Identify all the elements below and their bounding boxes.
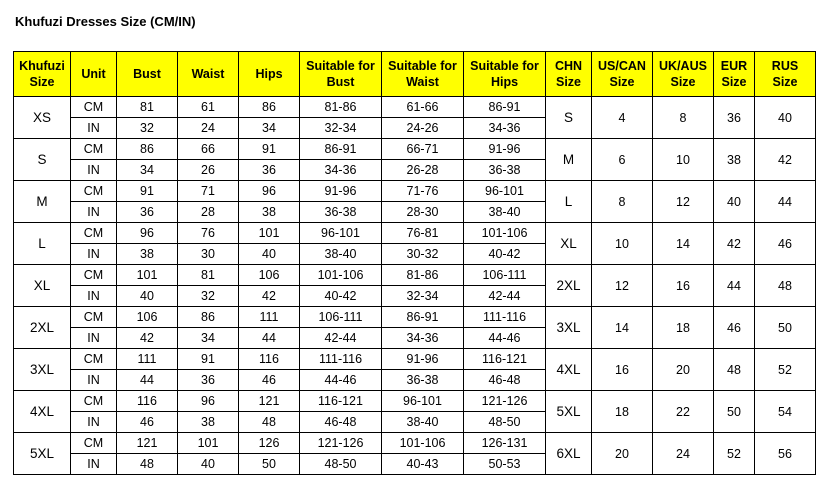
header-text: Size xyxy=(29,75,55,89)
unit-cell: CM xyxy=(71,223,117,244)
header-text: Suitable for xyxy=(388,59,457,73)
suitable-waist-cell: 38-40 xyxy=(382,412,464,433)
header-text: US/CAN xyxy=(598,59,646,73)
us-can-size-cell: 14 xyxy=(592,307,653,349)
suitable-waist-cell: 30-32 xyxy=(382,244,464,265)
bust-cell: 86 xyxy=(117,139,178,160)
chn-size-cell: 3XL xyxy=(546,307,592,349)
us-can-size-cell: 20 xyxy=(592,433,653,475)
us-can-size-cell: 12 xyxy=(592,265,653,307)
header-text: Hips xyxy=(490,75,519,89)
khufuzi-size-cell: L xyxy=(14,223,71,265)
eur-size-cell: 46 xyxy=(714,307,755,349)
header-rus-size xyxy=(755,52,816,97)
rus-size-cell: 44 xyxy=(755,181,816,223)
bust-cell: 111 xyxy=(117,349,178,370)
unit-cell: CM xyxy=(71,181,117,202)
suitable-waist-cell: 36-38 xyxy=(382,370,464,391)
us-can-size-cell: 16 xyxy=(592,349,653,391)
hips-cell: 111 xyxy=(239,307,300,328)
rus-size-cell: 50 xyxy=(755,307,816,349)
unit-cell: IN xyxy=(71,202,117,223)
table-row xyxy=(14,97,816,118)
header-bust xyxy=(117,52,178,97)
chn-size-cell: 5XL xyxy=(546,391,592,433)
eur-size-cell: 38 xyxy=(714,139,755,181)
suitable-bust-cell: 36-38 xyxy=(300,202,382,223)
bust-cell: 91 xyxy=(117,181,178,202)
hips-cell: 36 xyxy=(239,160,300,181)
unit-cell: IN xyxy=(71,412,117,433)
uk-aus-size-cell: 22 xyxy=(653,391,714,433)
unit-cell: CM xyxy=(71,433,117,454)
suitable-bust-cell: 38-40 xyxy=(300,244,382,265)
header-eur-size xyxy=(714,52,755,97)
bust-cell: 121 xyxy=(117,433,178,454)
header-unit xyxy=(71,52,117,97)
suitable-bust-cell: 96-101 xyxy=(300,223,382,244)
header-text: UK/AUS xyxy=(659,59,707,73)
bust-cell: 42 xyxy=(117,328,178,349)
header-text: Size xyxy=(772,75,798,89)
size-chart-body xyxy=(14,52,816,475)
header-text: Waist xyxy=(191,67,225,81)
header-text: CHN xyxy=(554,59,583,73)
suitable-hips-cell: 48-50 xyxy=(464,412,546,433)
suitable-hips-cell: 42-44 xyxy=(464,286,546,307)
unit-cell: CM xyxy=(71,265,117,286)
suitable-hips-cell: 121-126 xyxy=(464,391,546,412)
table-row xyxy=(14,349,816,370)
bust-cell: 48 xyxy=(117,454,178,475)
suitable-hips-cell: 44-46 xyxy=(464,328,546,349)
suitable-waist-cell: 86-91 xyxy=(382,307,464,328)
waist-cell: 76 xyxy=(178,223,239,244)
suitable-bust-cell: 101-106 xyxy=(300,265,382,286)
waist-cell: 28 xyxy=(178,202,239,223)
waist-cell: 32 xyxy=(178,286,239,307)
suitable-bust-cell: 32-34 xyxy=(300,118,382,139)
unit-cell: CM xyxy=(71,307,117,328)
header-text: Unit xyxy=(81,67,106,81)
suitable-bust-cell: 34-36 xyxy=(300,160,382,181)
header-uk-aus-size xyxy=(653,52,714,97)
suitable-bust-cell: 111-116 xyxy=(300,349,382,370)
header-text: Suitable for xyxy=(470,59,539,73)
suitable-hips-cell: 96-101 xyxy=(464,181,546,202)
size-chart-table xyxy=(13,51,816,475)
hips-cell: 106 xyxy=(239,265,300,286)
suitable-hips-cell: 50-53 xyxy=(464,454,546,475)
unit-cell: CM xyxy=(71,349,117,370)
bust-cell: 44 xyxy=(117,370,178,391)
waist-cell: 86 xyxy=(178,307,239,328)
header-suitable-waist xyxy=(382,52,464,97)
chn-size-cell: M xyxy=(546,139,592,181)
suitable-waist-cell: 91-96 xyxy=(382,349,464,370)
suitable-waist-cell: 61-66 xyxy=(382,97,464,118)
us-can-size-cell: 6 xyxy=(592,139,653,181)
suitable-hips-cell: 126-131 xyxy=(464,433,546,454)
suitable-waist-cell: 101-106 xyxy=(382,433,464,454)
bust-cell: 38 xyxy=(117,244,178,265)
eur-size-cell: 52 xyxy=(714,433,755,475)
chn-size-cell: 6XL xyxy=(546,433,592,475)
chn-size-cell: S xyxy=(546,97,592,139)
waist-cell: 40 xyxy=(178,454,239,475)
header-text: EUR xyxy=(720,59,748,73)
table-row xyxy=(14,391,816,412)
header-text: Size xyxy=(670,75,696,89)
waist-cell: 71 xyxy=(178,181,239,202)
rus-size-cell: 46 xyxy=(755,223,816,265)
suitable-waist-cell: 66-71 xyxy=(382,139,464,160)
suitable-waist-cell: 34-36 xyxy=(382,328,464,349)
khufuzi-size-cell: M xyxy=(14,181,71,223)
khufuzi-size-cell: S xyxy=(14,139,71,181)
uk-aus-size-cell: 16 xyxy=(653,265,714,307)
hips-cell: 116 xyxy=(239,349,300,370)
eur-size-cell: 44 xyxy=(714,265,755,307)
waist-cell: 101 xyxy=(178,433,239,454)
suitable-bust-cell: 91-96 xyxy=(300,181,382,202)
unit-cell: IN xyxy=(71,286,117,307)
hips-cell: 44 xyxy=(239,328,300,349)
waist-cell: 36 xyxy=(178,370,239,391)
rus-size-cell: 52 xyxy=(755,349,816,391)
hips-cell: 42 xyxy=(239,286,300,307)
table-row xyxy=(14,181,816,202)
eur-size-cell: 40 xyxy=(714,181,755,223)
rus-size-cell: 54 xyxy=(755,391,816,433)
waist-cell: 61 xyxy=(178,97,239,118)
header-text: Size xyxy=(555,75,581,89)
hips-cell: 101 xyxy=(239,223,300,244)
header-text: Bust xyxy=(133,67,161,81)
rus-size-cell: 56 xyxy=(755,433,816,475)
header-khufuzi-size xyxy=(14,52,71,97)
bust-cell: 40 xyxy=(117,286,178,307)
suitable-bust-cell: 121-126 xyxy=(300,433,382,454)
bust-cell: 96 xyxy=(117,223,178,244)
chn-size-cell: 4XL xyxy=(546,349,592,391)
us-can-size-cell: 4 xyxy=(592,97,653,139)
unit-cell: IN xyxy=(71,244,117,265)
suitable-waist-cell: 96-101 xyxy=(382,391,464,412)
table-row xyxy=(14,223,816,244)
header-hips xyxy=(239,52,300,97)
chn-size-cell: XL xyxy=(546,223,592,265)
us-can-size-cell: 10 xyxy=(592,223,653,265)
eur-size-cell: 42 xyxy=(714,223,755,265)
chn-size-cell: L xyxy=(546,181,592,223)
suitable-waist-cell: 71-76 xyxy=(382,181,464,202)
header-text: Size xyxy=(721,75,747,89)
suitable-waist-cell: 28-30 xyxy=(382,202,464,223)
suitable-bust-cell: 86-91 xyxy=(300,139,382,160)
suitable-bust-cell: 42-44 xyxy=(300,328,382,349)
khufuzi-size-cell: 2XL xyxy=(14,307,71,349)
header-text: Bust xyxy=(326,75,355,89)
unit-cell: IN xyxy=(71,370,117,391)
table-row xyxy=(14,433,816,454)
header-chn-size xyxy=(546,52,592,97)
eur-size-cell: 50 xyxy=(714,391,755,433)
khufuzi-size-cell: 4XL xyxy=(14,391,71,433)
khufuzi-size-cell: XS xyxy=(14,97,71,139)
hips-cell: 46 xyxy=(239,370,300,391)
suitable-hips-cell: 46-48 xyxy=(464,370,546,391)
header-suitable-hips xyxy=(464,52,546,97)
uk-aus-size-cell: 24 xyxy=(653,433,714,475)
header-text: Hips xyxy=(255,67,283,81)
bust-cell: 101 xyxy=(117,265,178,286)
suitable-hips-cell: 106-111 xyxy=(464,265,546,286)
suitable-bust-cell: 81-86 xyxy=(300,97,382,118)
bust-cell: 36 xyxy=(117,202,178,223)
suitable-hips-cell: 86-91 xyxy=(464,97,546,118)
suitable-hips-cell: 116-121 xyxy=(464,349,546,370)
header-text: Size xyxy=(609,75,635,89)
hips-cell: 38 xyxy=(239,202,300,223)
suitable-bust-cell: 116-121 xyxy=(300,391,382,412)
khufuzi-size-cell: 3XL xyxy=(14,349,71,391)
hips-cell: 126 xyxy=(239,433,300,454)
suitable-waist-cell: 24-26 xyxy=(382,118,464,139)
suitable-bust-cell: 48-50 xyxy=(300,454,382,475)
us-can-size-cell: 18 xyxy=(592,391,653,433)
khufuzi-size-cell: 5XL xyxy=(14,433,71,475)
header-text: Waist xyxy=(406,75,439,89)
hips-cell: 121 xyxy=(239,391,300,412)
eur-size-cell: 36 xyxy=(714,97,755,139)
bust-cell: 34 xyxy=(117,160,178,181)
us-can-size-cell: 8 xyxy=(592,181,653,223)
uk-aus-size-cell: 10 xyxy=(653,139,714,181)
khufuzi-size-cell: XL xyxy=(14,265,71,307)
table-row xyxy=(14,307,816,328)
suitable-hips-cell: 36-38 xyxy=(464,160,546,181)
hips-cell: 86 xyxy=(239,97,300,118)
uk-aus-size-cell: 12 xyxy=(653,181,714,223)
page-title: Khufuzi Dresses Size (CM/IN) xyxy=(15,14,196,29)
rus-size-cell: 48 xyxy=(755,265,816,307)
waist-cell: 26 xyxy=(178,160,239,181)
chn-size-cell: 2XL xyxy=(546,265,592,307)
uk-aus-size-cell: 20 xyxy=(653,349,714,391)
bust-cell: 81 xyxy=(117,97,178,118)
hips-cell: 40 xyxy=(239,244,300,265)
eur-size-cell: 48 xyxy=(714,349,755,391)
suitable-waist-cell: 76-81 xyxy=(382,223,464,244)
suitable-hips-cell: 91-96 xyxy=(464,139,546,160)
suitable-waist-cell: 26-28 xyxy=(382,160,464,181)
unit-cell: IN xyxy=(71,454,117,475)
rus-size-cell: 40 xyxy=(755,97,816,139)
hips-cell: 48 xyxy=(239,412,300,433)
suitable-waist-cell: 81-86 xyxy=(382,265,464,286)
hips-cell: 34 xyxy=(239,118,300,139)
suitable-hips-cell: 38-40 xyxy=(464,202,546,223)
rus-size-cell: 42 xyxy=(755,139,816,181)
waist-cell: 30 xyxy=(178,244,239,265)
header-text: Khufuzi xyxy=(19,59,65,73)
suitable-waist-cell: 40-43 xyxy=(382,454,464,475)
hips-cell: 96 xyxy=(239,181,300,202)
uk-aus-size-cell: 8 xyxy=(653,97,714,139)
waist-cell: 66 xyxy=(178,139,239,160)
uk-aus-size-cell: 18 xyxy=(653,307,714,349)
bust-cell: 46 xyxy=(117,412,178,433)
bust-cell: 116 xyxy=(117,391,178,412)
header-suitable-bust xyxy=(300,52,382,97)
bust-cell: 32 xyxy=(117,118,178,139)
suitable-hips-cell: 34-36 xyxy=(464,118,546,139)
uk-aus-size-cell: 14 xyxy=(653,223,714,265)
suitable-bust-cell: 44-46 xyxy=(300,370,382,391)
header-text: RUS xyxy=(771,59,799,73)
suitable-hips-cell: 101-106 xyxy=(464,223,546,244)
waist-cell: 91 xyxy=(178,349,239,370)
header-row xyxy=(14,52,816,97)
table-row xyxy=(14,265,816,286)
unit-cell: IN xyxy=(71,328,117,349)
waist-cell: 81 xyxy=(178,265,239,286)
waist-cell: 38 xyxy=(178,412,239,433)
hips-cell: 50 xyxy=(239,454,300,475)
header-us-can-size xyxy=(592,52,653,97)
hips-cell: 91 xyxy=(239,139,300,160)
suitable-bust-cell: 46-48 xyxy=(300,412,382,433)
unit-cell: CM xyxy=(71,97,117,118)
suitable-bust-cell: 106-111 xyxy=(300,307,382,328)
waist-cell: 24 xyxy=(178,118,239,139)
unit-cell: CM xyxy=(71,139,117,160)
suitable-hips-cell: 111-116 xyxy=(464,307,546,328)
unit-cell: CM xyxy=(71,391,117,412)
table-row xyxy=(14,139,816,160)
suitable-hips-cell: 40-42 xyxy=(464,244,546,265)
header-waist xyxy=(178,52,239,97)
waist-cell: 34 xyxy=(178,328,239,349)
waist-cell: 96 xyxy=(178,391,239,412)
bust-cell: 106 xyxy=(117,307,178,328)
unit-cell: IN xyxy=(71,118,117,139)
unit-cell: IN xyxy=(71,160,117,181)
suitable-bust-cell: 40-42 xyxy=(300,286,382,307)
header-text: Suitable for xyxy=(306,59,375,73)
suitable-waist-cell: 32-34 xyxy=(382,286,464,307)
